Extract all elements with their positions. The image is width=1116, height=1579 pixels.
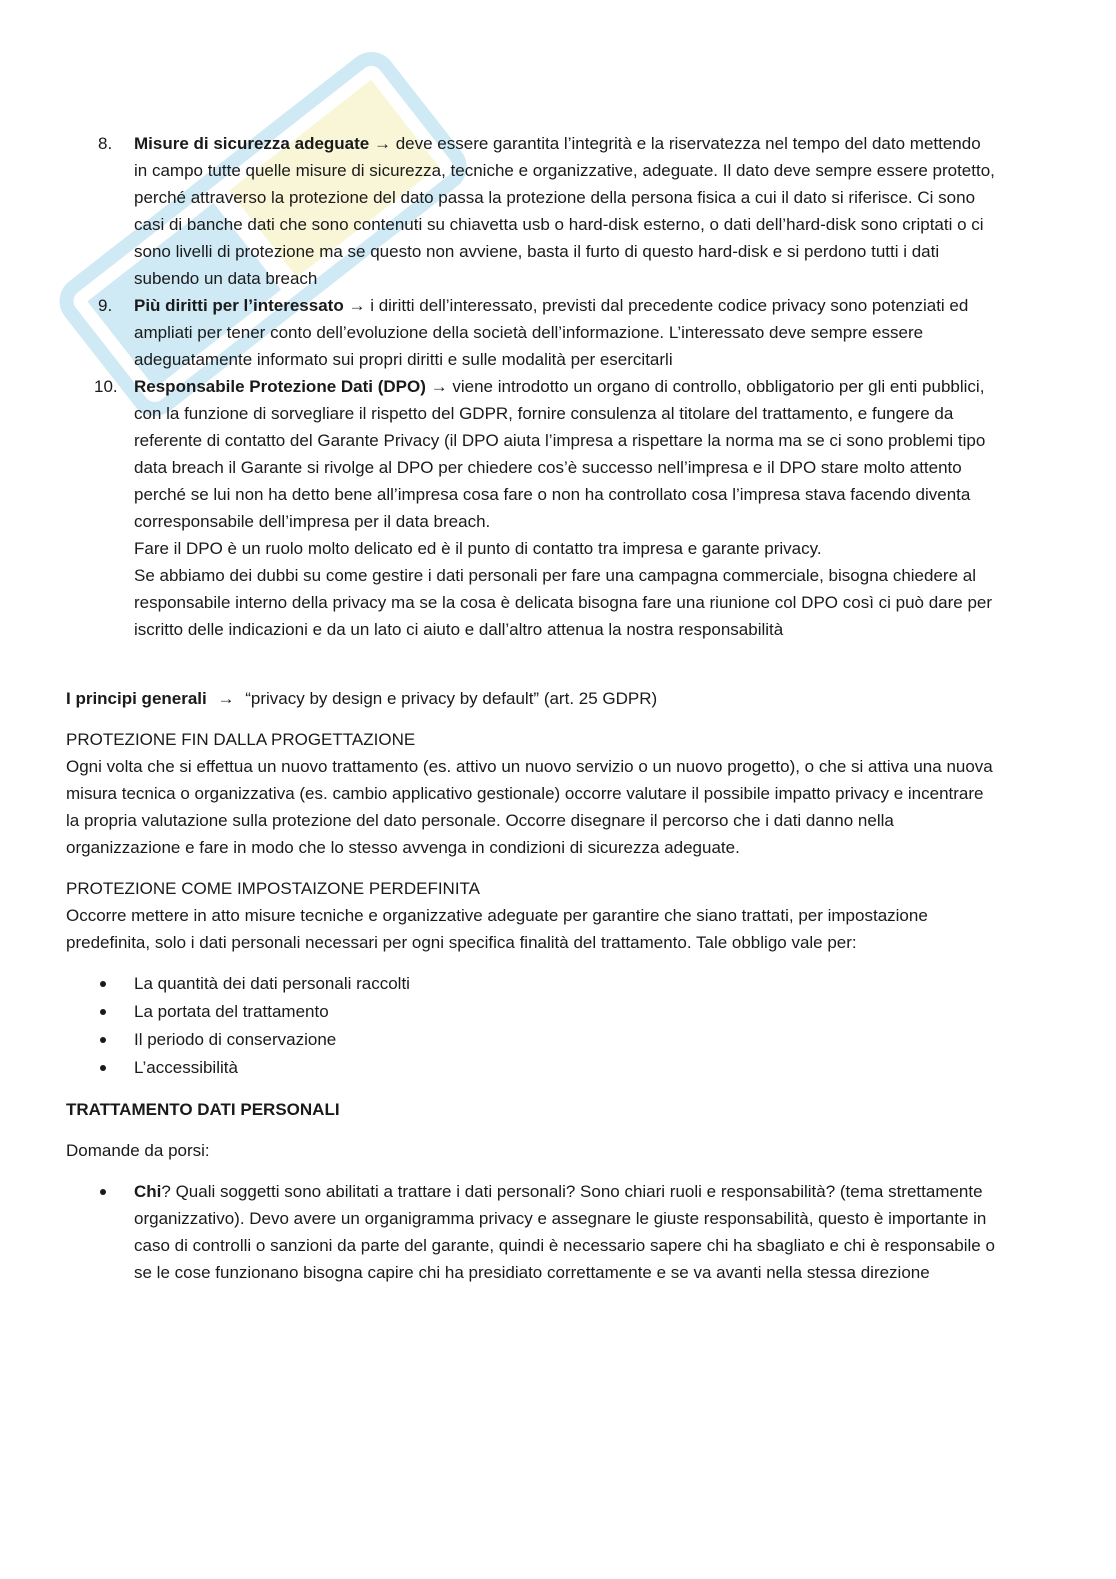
default-heading: PROTEZIONE COME IMPOSTAIZONE PERDEFINITA bbox=[66, 879, 481, 898]
bullet-text: Il periodo di conservazione bbox=[134, 1030, 337, 1049]
design-heading: PROTEZIONE FIN DALLA PROGETTAZIONE bbox=[66, 730, 416, 749]
principles-title: I principi generali bbox=[66, 689, 207, 708]
bullet-icon bbox=[100, 1065, 106, 1071]
default-bullet-list bbox=[66, 970, 996, 1082]
item-number: 8. bbox=[98, 134, 113, 153]
arrow-icon: → bbox=[430, 377, 448, 396]
question-text: ? Quali soggetti sono abilitati a trattare i dati personali? Sono chiari ruoli e responsabilità? (tema strettamente organizzativo). Devo avere un organigramma privacy e assegnare le giuste responsabilità, questo è importante in caso di controlli o sanzioni da parte del garante, quindi è necessario sapere chi ha sbagliato e chi è responsabile o se le cose funzionano bisogna capire chi ha presidiato correttamente e se va avanti nella stessa direzione bbox=[134, 1182, 995, 1282]
bullet-icon bbox=[100, 1189, 106, 1195]
default-text: Occorre mettere in atto misure tecniche e organizzative adeguate per garantire che siano trattati, per impostazione predefinita, solo i dati personali necessari per ogni specifica finalità del trattamento. Tale obbligo vale per: bbox=[66, 906, 928, 952]
arrow-icon: → bbox=[217, 689, 235, 708]
item-paragraph bbox=[134, 373, 996, 535]
bullet-text: La portata del trattamento bbox=[134, 1002, 329, 1021]
bullet-icon bbox=[100, 981, 106, 987]
list-item bbox=[66, 998, 996, 1026]
item-extra-paragraph: Fare il DPO è un ruolo molto delicato ed è il punto di contatto tra impresa e garante privacy. bbox=[134, 539, 822, 558]
list-item bbox=[66, 1054, 996, 1082]
principles-heading bbox=[66, 685, 996, 712]
bullet-text: L’accessibilità bbox=[134, 1058, 238, 1077]
list-item bbox=[66, 1178, 996, 1286]
list-item-9 bbox=[66, 292, 996, 373]
principles-subtitle: “privacy by design e privacy by default” (art. 25 GDPR) bbox=[245, 689, 658, 708]
document-page bbox=[66, 130, 996, 1286]
treatment-bullet-list bbox=[66, 1178, 996, 1286]
list-item bbox=[66, 1026, 996, 1054]
arrow-icon: → bbox=[348, 296, 366, 315]
item-number: 10. bbox=[94, 377, 118, 396]
design-text: Ogni volta che si effettua un nuovo trattamento (es. attivo un nuovo servizio o un nuovo progetto), o che si attiva una nuova misura tecnica o organizzativa (es. cambio applicativo gestionale) occorre valutare il possibile impatto privacy e incentrare la propria valutazione sulla protezione del dato personale. Occorre disegnare il percorso che i dati danno nella organizzazione e fare in modo che lo stesso avvenga in condizioni di sicurezza adeguate. bbox=[66, 757, 993, 857]
item-text: i diritti dell’interessato, previsti dal precedente codice privacy sono potenziati ed ampliati per tener conto dell’evoluzione della società dell’informazione. L’interessato deve sempre essere adeguatamente informato sui propri diritti e sulle modalità per esercitarli bbox=[134, 296, 969, 369]
list-item-8 bbox=[66, 130, 996, 292]
item-text: viene introdotto un organo di controllo, obbligatorio per gli enti pubblici, con la funzione di sorvegliare il rispetto del GDPR, fornire consulenza al titolare del trattamento, e fungere da referente di contatto del Garante Privacy (il DPO aiuta l’impresa a rispettare la norma ma se ci sono problemi tipo data breach il Garante si rivolge al DPO per chiedere cos’è successo nell’impresa e il DPO stare molto attento perché se lui non ha detto bene all’impresa cosa fare o non ha controllato cosa l’impresa stava facendo diventa corresponsabile dell’impresa per il data breach. bbox=[134, 377, 986, 531]
bullet-icon bbox=[100, 1009, 106, 1015]
item-title: Più diritti per l’interessato bbox=[134, 296, 344, 315]
bullet-icon bbox=[100, 1037, 106, 1043]
list-item-10 bbox=[66, 373, 996, 643]
list-item bbox=[66, 970, 996, 998]
treatment-intro: Domande da porsi: bbox=[66, 1141, 210, 1160]
bullet-text: La quantità dei dati personali raccolti bbox=[134, 974, 410, 993]
item-title: Responsabile Protezione Dati (DPO) bbox=[134, 377, 426, 396]
item-number: 9. bbox=[98, 296, 113, 315]
item-paragraph bbox=[134, 130, 996, 292]
item-paragraph bbox=[134, 292, 996, 373]
question-title: Chi bbox=[134, 1182, 162, 1201]
item-extra-paragraph: Se abbiamo dei dubbi su come gestire i dati personali per fare una campagna commerciale, bisogna chiedere al responsabile interno della privacy ma se la cosa è delicata bisogna fare una riunione col DPO così ci può dare per iscritto delle indicazioni e da un lato ci aiuto e dall’altro attenua la nostra responsabilità bbox=[134, 566, 993, 639]
item-text: deve essere garantita l’integrità e la riservatezza nel tempo del dato mettendo in campo tutte quelle misure di sicurezza, tecniche e organizzative, adeguate. Il dato deve sempre essere protetto, perché attraverso la protezione del dato passa la protezione della persona fisica a cui il dato si riferisce. Ci sono casi di banche dati che sono contenuti su chiavetta usb o hard-disk esterno, o dati dell’hard-disk sono criptati o ci sono livelli di protezione ma se questo non avviene, basta il furto di questo hard-disk e si perdono tutti i dati subendo un data breach bbox=[134, 134, 995, 288]
item-title: Misure di sicurezza adeguate bbox=[134, 134, 370, 153]
arrow-icon: → bbox=[373, 134, 391, 153]
treatment-heading: TRATTAMENTO DATI PERSONALI bbox=[66, 1100, 340, 1119]
